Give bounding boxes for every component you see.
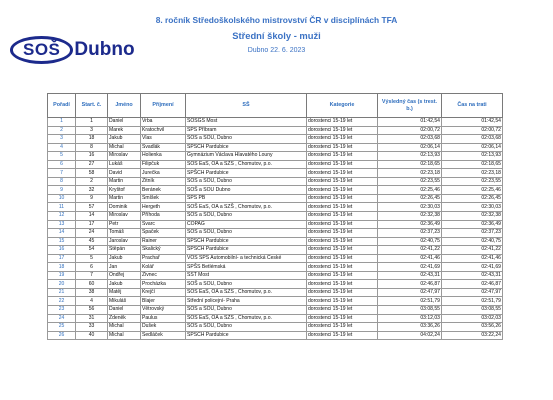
cell-start-cislo: 32 xyxy=(76,186,108,195)
header-vysledny-cas: Výsledný čas (s trest. b.) xyxy=(378,94,442,118)
cell-kategorie: dorostenci 15-19 let xyxy=(307,306,378,315)
cell-prijmeni: Smíšek xyxy=(141,194,186,203)
cell-skola: SPŠCH Pardubice xyxy=(186,237,307,246)
cell-start-cislo: 54 xyxy=(76,246,108,255)
cell-start-cislo: 5 xyxy=(76,254,108,263)
cell-jmeno: Marek xyxy=(108,126,141,135)
cell-vysledny-cas: 02:40,75 xyxy=(378,237,442,246)
cell-cas-na-trati: 02:41,22 xyxy=(442,246,503,255)
cell-poradi: 21 xyxy=(48,288,76,297)
cell-jmeno: Petr xyxy=(108,220,141,229)
cell-cas-na-trati: 02:36,49 xyxy=(442,220,503,229)
cell-vysledny-cas: 02:25,46 xyxy=(378,186,442,195)
cell-prijmeni: Jurečka xyxy=(141,169,186,178)
cell-jmeno: Miroslav xyxy=(108,152,141,161)
cell-jmeno: Daniel xyxy=(108,118,141,127)
cell-poradi: 11 xyxy=(48,203,76,212)
cell-start-cislo: 14 xyxy=(76,212,108,221)
cell-poradi: 19 xyxy=(48,271,76,280)
table-row xyxy=(48,203,503,212)
cell-prijmeni: Živnec xyxy=(141,271,186,280)
cell-poradi: 16 xyxy=(48,246,76,255)
cell-prijmeni: Kratochvil xyxy=(141,126,186,135)
cell-jmeno: David xyxy=(108,169,141,178)
cell-vysledny-cas: 03:08,55 xyxy=(378,306,442,315)
cell-prijmeni: Příhoda xyxy=(141,212,186,221)
cell-kategorie: dorostenci 15-19 let xyxy=(307,280,378,289)
table-row xyxy=(48,237,503,246)
cell-kategorie: dorostenci 15-19 let xyxy=(307,169,378,178)
table-row xyxy=(48,177,503,186)
cell-poradi: 23 xyxy=(48,306,76,315)
table-row xyxy=(48,220,503,229)
cell-cas-na-trati: 03:22,24 xyxy=(442,331,503,340)
cell-prijmeni: Paulus xyxy=(141,314,186,323)
cell-skola: SPŠCH Pardubice xyxy=(186,169,307,178)
cell-cas-na-trati: 01:42,54 xyxy=(442,118,503,127)
cell-kategorie: dorostenci 15-19 let xyxy=(307,135,378,144)
cell-prijmeni: Holienka xyxy=(141,152,186,161)
cell-cas-na-trati: 03:56,26 xyxy=(442,323,503,332)
cell-cas-na-trati: 03:02,03 xyxy=(442,314,503,323)
cell-vysledny-cas: 02:18,65 xyxy=(378,160,442,169)
cell-skola: SOŠ a SOU, Dubno xyxy=(186,212,307,221)
cell-jmeno: Jan xyxy=(108,263,141,272)
cell-jmeno: Matěj xyxy=(108,288,141,297)
header-poradi: Pořadí xyxy=(48,94,76,118)
cell-start-cislo: 45 xyxy=(76,237,108,246)
logo-wordmark: Dubno xyxy=(74,39,135,60)
cell-kategorie: dorostenci 15-19 let xyxy=(307,194,378,203)
cell-kategorie: dorostenci 15-19 let xyxy=(307,263,378,272)
table-row xyxy=(48,314,503,323)
cell-prijmeni: Beránek xyxy=(141,186,186,195)
cell-start-cislo: 38 xyxy=(76,288,108,297)
cell-prijmeni: Procházka xyxy=(141,280,186,289)
cell-jmeno: Mikuláš xyxy=(108,297,141,306)
results-table xyxy=(47,93,503,340)
cell-cas-na-trati: 02:26,45 xyxy=(442,194,503,203)
cell-start-cislo: 58 xyxy=(76,169,108,178)
cell-kategorie: dorostenci 15-19 let xyxy=(307,152,378,161)
cell-start-cislo: 18 xyxy=(76,135,108,144)
cell-prijmeni: Skalický xyxy=(141,246,186,255)
table-row xyxy=(48,306,503,315)
cell-skola: SPŠS Betlémská xyxy=(186,263,307,272)
cell-kategorie: dorostenci 15-19 let xyxy=(307,186,378,195)
cell-start-cislo: 7 xyxy=(76,271,108,280)
cell-start-cislo: 8 xyxy=(76,143,108,152)
category-subtitle: Střední školy - muži xyxy=(232,30,321,41)
cell-skola: COPAG xyxy=(186,220,307,229)
cell-jmeno: Zdeněk xyxy=(108,314,141,323)
cell-skola: SOŠ a SOU, Dubno xyxy=(186,323,307,332)
cell-cas-na-trati: 02:51,79 xyxy=(442,297,503,306)
cell-cas-na-trati: 02:41,46 xyxy=(442,254,503,263)
cell-skola: SOŠGS Most xyxy=(186,118,307,127)
cell-start-cislo: 60 xyxy=(76,280,108,289)
cell-jmeno: Tomáš xyxy=(108,229,141,238)
cell-kategorie: dorostenci 15-19 let xyxy=(307,160,378,169)
cell-poradi: 4 xyxy=(48,143,76,152)
cell-poradi: 25 xyxy=(48,323,76,332)
cell-poradi: 9 xyxy=(48,186,76,195)
cell-vysledny-cas: 02:46,87 xyxy=(378,280,442,289)
table-row xyxy=(48,152,503,161)
cell-start-cislo: 16 xyxy=(76,152,108,161)
cell-kategorie: dorostenci 15-19 let xyxy=(307,246,378,255)
cell-vysledny-cas: 01:42,54 xyxy=(378,118,442,127)
cell-skola: SOŠ a SOU Dubno xyxy=(186,186,307,195)
cell-vysledny-cas: 02:51,79 xyxy=(378,297,442,306)
cell-jmeno: Michal xyxy=(108,323,141,332)
cell-skola: SPŠ PB xyxy=(186,194,307,203)
cell-skola: SOŠ a SOU, Dubno xyxy=(186,177,307,186)
header-kategorie: Kategorie xyxy=(307,94,378,118)
cell-skola: SOŠ EaS, OA a SZŠ , Chomutov, p.o. xyxy=(186,203,307,212)
cell-poradi: 26 xyxy=(48,331,76,340)
cell-vysledny-cas: 02:26,45 xyxy=(378,194,442,203)
cell-prijmeni: Vrba xyxy=(141,118,186,127)
cell-kategorie: dorostenci 15-19 let xyxy=(307,126,378,135)
header-prijmeni: Příjmení xyxy=(141,94,186,118)
table-row xyxy=(48,331,503,340)
header-start-cislo: Start. č. xyxy=(76,94,108,118)
cell-jmeno: Daniel xyxy=(108,306,141,315)
cell-kategorie: dorostenci 15-19 let xyxy=(307,288,378,297)
cell-poradi: 2 xyxy=(48,126,76,135)
cell-jmeno: Jaroslav xyxy=(108,237,141,246)
cell-kategorie: dorostenci 15-19 let xyxy=(307,143,378,152)
cell-start-cislo: 24 xyxy=(76,229,108,238)
cell-prijmeni: Kolář xyxy=(141,263,186,272)
cell-poradi: 7 xyxy=(48,169,76,178)
table-header-row xyxy=(48,94,503,118)
cell-cas-na-trati: 02:41,69 xyxy=(442,263,503,272)
cell-cas-na-trati: 02:32,38 xyxy=(442,212,503,221)
cell-vysledny-cas: 02:43,31 xyxy=(378,271,442,280)
cell-start-cislo: 17 xyxy=(76,220,108,229)
cell-skola: SPŠCH Pardubice xyxy=(186,331,307,340)
cell-jmeno: Jakub xyxy=(108,135,141,144)
cell-prijmeni: Švadlák xyxy=(141,143,186,152)
cell-vysledny-cas: 02:37,23 xyxy=(378,229,442,238)
cell-kategorie: dorostenci 15-19 let xyxy=(307,220,378,229)
cell-kategorie: dorostenci 15-19 let xyxy=(307,237,378,246)
cell-prijmeni: Filipčuk xyxy=(141,160,186,169)
cell-poradi: 6 xyxy=(48,160,76,169)
cell-cas-na-trati: 02:46,87 xyxy=(442,280,503,289)
cell-start-cislo: 40 xyxy=(76,331,108,340)
cell-cas-na-trati: 02:13,93 xyxy=(442,152,503,161)
cell-vysledny-cas: 03:12,03 xyxy=(378,314,442,323)
table-row xyxy=(48,126,503,135)
cell-skola: SPŠ Příbram xyxy=(186,126,307,135)
cell-cas-na-trati: 02:30,03 xyxy=(442,203,503,212)
table-row xyxy=(48,246,503,255)
table-row xyxy=(48,143,503,152)
cell-jmeno: Ondřej xyxy=(108,271,141,280)
cell-vysledny-cas: 02:00,72 xyxy=(378,126,442,135)
cell-poradi: 12 xyxy=(48,212,76,221)
cell-skola: Střední policejní- Praha xyxy=(186,297,307,306)
table-row xyxy=(48,212,503,221)
cell-jmeno: Michal xyxy=(108,143,141,152)
cell-start-cislo: 3 xyxy=(76,126,108,135)
cell-jmeno: Michal xyxy=(108,331,141,340)
cell-start-cislo: 9 xyxy=(76,194,108,203)
cell-kategorie: dorostenci 15-19 let xyxy=(307,254,378,263)
cell-prijmeni: Větrovský xyxy=(141,306,186,315)
cell-cas-na-trati: 02:00,72 xyxy=(442,126,503,135)
cell-kategorie: dorostenci 15-19 let xyxy=(307,118,378,127)
cell-kategorie: dorostenci 15-19 let xyxy=(307,323,378,332)
cell-cas-na-trati: 02:37,23 xyxy=(442,229,503,238)
cell-start-cislo: 31 xyxy=(76,314,108,323)
cell-kategorie: dorostenci 15-19 let xyxy=(307,212,378,221)
logo-oval-mark: SOŠ xyxy=(10,36,73,64)
cell-poradi: 22 xyxy=(48,297,76,306)
cell-kategorie: dorostenci 15-19 let xyxy=(307,203,378,212)
cell-skola: SOŠ a SOU, Dubno xyxy=(186,135,307,144)
table-row xyxy=(48,135,503,144)
cell-jmeno: Jakub xyxy=(108,254,141,263)
cell-cas-na-trati: 02:23,55 xyxy=(442,177,503,186)
cell-jmeno: Lukáš xyxy=(108,160,141,169)
table-row xyxy=(48,323,503,332)
cell-kategorie: dorostenci 15-19 let xyxy=(307,314,378,323)
cell-prijmeni: Dušek xyxy=(141,323,186,332)
cell-start-cislo: 56 xyxy=(76,306,108,315)
cell-skola: Gymnázium Václava Hlavatého Louny xyxy=(186,152,307,161)
cell-prijmeni: Rainer xyxy=(141,237,186,246)
cell-skola: SOŠ a SOU, Dubno xyxy=(186,306,307,315)
cell-jmeno: Dominik xyxy=(108,203,141,212)
cell-poradi: 1 xyxy=(48,118,76,127)
cell-poradi: 10 xyxy=(48,194,76,203)
cell-cas-na-trati: 02:25,46 xyxy=(442,186,503,195)
table-row xyxy=(48,194,503,203)
cell-cas-na-trati: 02:18,65 xyxy=(442,160,503,169)
cell-skola: SPŠCH Pardubice xyxy=(186,246,307,255)
cell-poradi: 17 xyxy=(48,254,76,263)
cell-cas-na-trati: 02:23,18 xyxy=(442,169,503,178)
cell-skola: SOŠ EaS, OA a SZŠ , Chomutov, p.o. xyxy=(186,160,307,169)
competition-title: 8. ročník Středoškolského mistrovství ČR v disciplínách TFA xyxy=(155,15,398,25)
cell-jmeno: Miroslav xyxy=(108,212,141,221)
header-skola: SŠ xyxy=(186,94,307,118)
cell-cas-na-trati: 02:03,68 xyxy=(442,135,503,144)
cell-vysledny-cas: 02:47,97 xyxy=(378,288,442,297)
cell-cas-na-trati: 02:06,14 xyxy=(442,143,503,152)
cell-poradi: 3 xyxy=(48,135,76,144)
cell-jmeno: Martin xyxy=(108,177,141,186)
cell-jmeno: Jakub xyxy=(108,280,141,289)
cell-vysledny-cas: 02:30,03 xyxy=(378,203,442,212)
table-row xyxy=(48,160,503,169)
cell-skola: SOŠ a SOU, Dubno xyxy=(186,229,307,238)
cell-jmeno: Štěpán xyxy=(108,246,141,255)
cell-prijmeni: Hergeth xyxy=(141,203,186,212)
cell-poradi: 8 xyxy=(48,177,76,186)
header-jmeno: Jméno xyxy=(108,94,141,118)
table-row xyxy=(48,118,503,127)
cell-vysledny-cas: 03:36,26 xyxy=(378,323,442,332)
table-row xyxy=(48,263,503,272)
cell-vysledny-cas: 02:41,46 xyxy=(378,254,442,263)
cell-start-cislo: 27 xyxy=(76,160,108,169)
cell-cas-na-trati: 03:08,55 xyxy=(442,306,503,315)
cell-kategorie: dorostenci 15-19 let xyxy=(307,271,378,280)
cell-start-cislo: 4 xyxy=(76,297,108,306)
cell-jmeno: Kryštof xyxy=(108,186,141,195)
cell-poradi: 5 xyxy=(48,152,76,161)
cell-poradi: 24 xyxy=(48,314,76,323)
cell-vysledny-cas: 02:41,69 xyxy=(378,263,442,272)
cell-cas-na-trati: 02:43,31 xyxy=(442,271,503,280)
cell-skola: VOŠ SPŠ Automobilní- a technická České xyxy=(186,254,307,263)
cell-vysledny-cas: 02:13,93 xyxy=(378,152,442,161)
table-row xyxy=(48,169,503,178)
cell-poradi: 20 xyxy=(48,280,76,289)
cell-kategorie: dorostenci 15-19 let xyxy=(307,229,378,238)
cell-prijmeni: Blajer xyxy=(141,297,186,306)
cell-vysledny-cas: 02:32,38 xyxy=(378,212,442,221)
cell-jmeno: Martin xyxy=(108,194,141,203)
table-row xyxy=(48,229,503,238)
cell-prijmeni: Krejčí xyxy=(141,288,186,297)
table-row xyxy=(48,254,503,263)
cell-poradi: 18 xyxy=(48,263,76,272)
cell-start-cislo: 6 xyxy=(76,263,108,272)
place-date: Dubno 22. 6. 2023 xyxy=(247,47,306,54)
cell-poradi: 13 xyxy=(48,220,76,229)
cell-poradi: 15 xyxy=(48,237,76,246)
cell-start-cislo: 2 xyxy=(76,177,108,186)
cell-prijmeni: Sedláček xyxy=(141,331,186,340)
cell-prijmeni: Vlas xyxy=(141,135,186,144)
cell-vysledny-cas: 02:03,68 xyxy=(378,135,442,144)
cell-cas-na-trati: 02:40,75 xyxy=(442,237,503,246)
cell-skola: SPŠCH Pardubice xyxy=(186,143,307,152)
table-row xyxy=(48,271,503,280)
table-row xyxy=(48,280,503,289)
cell-vysledny-cas: 02:23,18 xyxy=(378,169,442,178)
cell-vysledny-cas: 02:06,14 xyxy=(378,143,442,152)
table-body xyxy=(48,118,503,340)
cell-prijmeni: Špaček xyxy=(141,229,186,238)
cell-kategorie: dorostenci 15-19 let xyxy=(307,331,378,340)
header-cas-na-trati: Čas na trati xyxy=(442,94,503,118)
cell-skola: SOŠ EaS, OA a SZŠ , Chomutov, p.o. xyxy=(186,314,307,323)
cell-kategorie: dorostenci 15-19 let xyxy=(307,177,378,186)
table-row xyxy=(48,186,503,195)
cell-cas-na-trati: 02:47,97 xyxy=(442,288,503,297)
cell-vysledny-cas: 02:36,49 xyxy=(378,220,442,229)
cell-prijmeni: Žitník xyxy=(141,177,186,186)
cell-vysledny-cas: 02:41,22 xyxy=(378,246,442,255)
cell-start-cislo: 33 xyxy=(76,323,108,332)
table-row xyxy=(48,297,503,306)
cell-skola: SOŠ EaS, OA a SZŠ , Chomutov, p.o. xyxy=(186,288,307,297)
cell-start-cislo: 57 xyxy=(76,203,108,212)
table-row xyxy=(48,288,503,297)
cell-skola: SŠT Most xyxy=(186,271,307,280)
cell-poradi: 14 xyxy=(48,229,76,238)
cell-prijmeni: Švarc xyxy=(141,220,186,229)
cell-skola: SOŠ a SOU, Dubno xyxy=(186,280,307,289)
cell-vysledny-cas: 02:23,55 xyxy=(378,177,442,186)
cell-start-cislo: 1 xyxy=(76,118,108,127)
cell-prijmeni: Prachař xyxy=(141,254,186,263)
cell-vysledny-cas: 04:02,24 xyxy=(378,331,442,340)
cell-kategorie: dorostenci 15-19 let xyxy=(307,297,378,306)
